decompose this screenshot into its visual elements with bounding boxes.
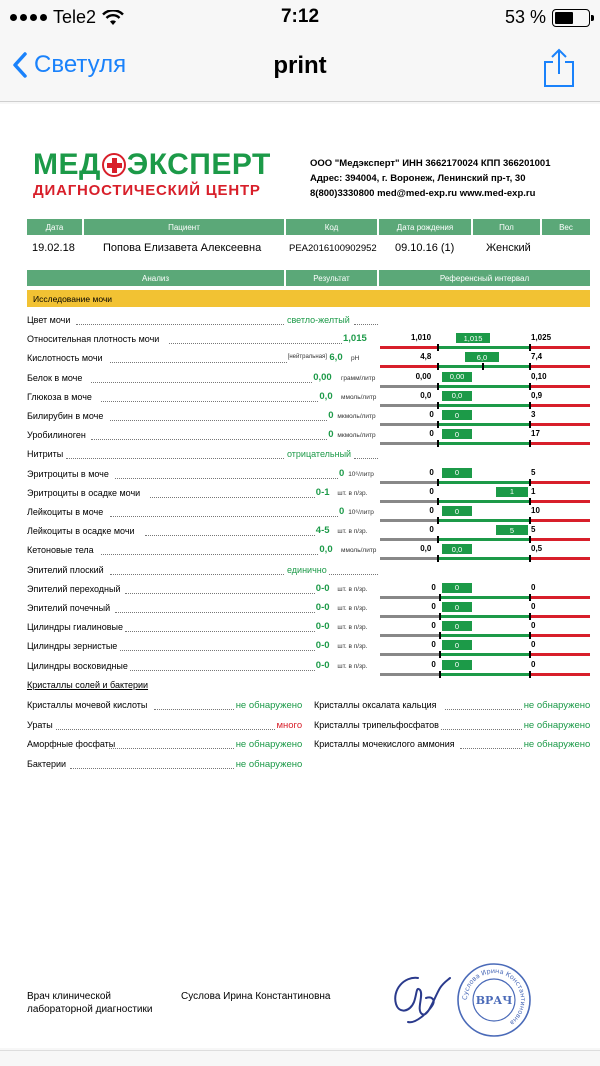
graph-low-label: 0,0 bbox=[420, 544, 432, 554]
reference-graph bbox=[380, 658, 590, 677]
graph-low-label: 0 bbox=[431, 582, 436, 592]
col-header-sex: Пол bbox=[473, 219, 540, 235]
reference-graph bbox=[380, 581, 590, 600]
graph-high-label: 0,10 bbox=[531, 371, 547, 381]
navigation-bar bbox=[0, 34, 600, 102]
result-row bbox=[0, 370, 600, 389]
result-row bbox=[0, 466, 600, 485]
crystal-label: Аморфные фосфаты bbox=[27, 739, 116, 750]
reference-graph bbox=[380, 370, 590, 389]
graph-high-range bbox=[530, 404, 590, 407]
graph-value-marker: 0,0 bbox=[442, 544, 472, 554]
leader-dots bbox=[125, 631, 315, 632]
leader-dots bbox=[441, 729, 522, 730]
patient-code: PEA2016100902952 bbox=[289, 243, 377, 254]
graph-low-label: 0 bbox=[429, 525, 434, 535]
result-unit: шт. в п/зр. bbox=[337, 489, 368, 497]
result-label: Кислотность мочи bbox=[27, 353, 103, 364]
medical-cross-icon bbox=[102, 153, 126, 177]
result-row bbox=[0, 658, 600, 677]
battery-group bbox=[505, 7, 590, 28]
company-info bbox=[310, 156, 551, 201]
crystal-row bbox=[314, 698, 590, 716]
result-row bbox=[0, 523, 600, 542]
result-label: Белок в моче bbox=[27, 372, 83, 383]
leader-dots bbox=[354, 458, 378, 459]
patient-sex: Женский bbox=[486, 242, 531, 254]
graph-high-label: 10 bbox=[531, 506, 540, 515]
result-label: Кетоновые тела bbox=[27, 545, 94, 556]
graph-low-label: 0 bbox=[431, 621, 436, 631]
result-label: Нитриты bbox=[27, 449, 64, 460]
graph-high-label: 0 bbox=[531, 640, 536, 650]
result-label: Эпителий переходный bbox=[27, 583, 121, 594]
result-row bbox=[0, 600, 600, 619]
leader-dots bbox=[101, 401, 319, 402]
result-value: 1,015 bbox=[343, 333, 367, 345]
graph-low-label: 0 bbox=[431, 640, 436, 650]
reference-graph bbox=[380, 523, 590, 542]
result-row bbox=[0, 504, 600, 523]
result-unit: 10⁶/литр bbox=[348, 470, 374, 478]
crystal-value: много bbox=[276, 719, 303, 731]
result-value: 0 bbox=[328, 410, 334, 421]
graph-value-marker: 1 bbox=[496, 487, 528, 497]
leader-dots bbox=[125, 593, 315, 594]
reference-graph bbox=[380, 485, 590, 504]
crystals-heading: Кристаллы солей и бактерии bbox=[27, 680, 149, 690]
crystal-row bbox=[27, 718, 302, 736]
result-label: Эпителий почечный bbox=[27, 603, 111, 613]
leader-dots bbox=[120, 650, 315, 651]
status-bar bbox=[0, 0, 600, 34]
graph-low-range bbox=[380, 557, 438, 560]
graph-normal-range bbox=[438, 481, 530, 484]
graph-high-label: 0 bbox=[531, 659, 536, 669]
graph-normal-range bbox=[440, 596, 530, 599]
graph-normal-range bbox=[438, 346, 530, 349]
result-unit: мкмоль/литр bbox=[337, 432, 376, 440]
leader-dots bbox=[109, 748, 233, 749]
result-row bbox=[0, 485, 600, 504]
result-row bbox=[0, 312, 600, 331]
graph-value-marker: 0 bbox=[442, 621, 472, 631]
graph-high-range bbox=[530, 557, 590, 560]
reference-graph bbox=[380, 350, 590, 369]
graph-high-range bbox=[530, 365, 590, 368]
handwritten-signature-icon bbox=[386, 968, 456, 1028]
graph-high-label: 0,9 bbox=[531, 390, 543, 400]
stamp-center-text: ВРАЧ bbox=[475, 994, 513, 1007]
graph-low-label: 0 bbox=[429, 467, 434, 477]
leader-dots bbox=[91, 439, 327, 440]
graph-normal-range bbox=[438, 538, 530, 541]
result-unit: шт. в п/зр. bbox=[337, 528, 368, 536]
battery-icon bbox=[552, 9, 590, 27]
col-header-patient: Пациент bbox=[84, 219, 284, 235]
graph-normal-range bbox=[440, 634, 530, 637]
result-row bbox=[0, 427, 600, 446]
crystal-value: не обнаружено bbox=[523, 700, 591, 711]
reference-graph bbox=[380, 466, 590, 485]
graph-normal-range bbox=[438, 365, 530, 368]
bottom-toolbar bbox=[0, 1050, 600, 1066]
graph-normal-range bbox=[438, 442, 530, 445]
leader-dots bbox=[115, 612, 315, 613]
graph-high-label: 3 bbox=[531, 410, 536, 419]
result-row bbox=[0, 331, 600, 350]
graph-high-range bbox=[530, 346, 590, 349]
graph-value-marker: 0 bbox=[442, 583, 472, 593]
graph-value-marker: 0 bbox=[442, 506, 472, 516]
graph-value-marker: 0 bbox=[442, 602, 472, 612]
graph-low-label: 1,010 bbox=[411, 333, 432, 343]
graph-normal-range bbox=[438, 519, 530, 522]
battery-percent: 53 % bbox=[504, 7, 546, 27]
graph-low-range bbox=[380, 653, 440, 656]
doctor-role-line: лабораторной диагностики bbox=[27, 1004, 153, 1015]
result-unit: ммоль/литр bbox=[341, 547, 377, 555]
graph-low-range bbox=[380, 385, 438, 388]
result-value: 0-0 bbox=[315, 602, 330, 613]
graph-low-range bbox=[380, 673, 440, 676]
col-header-analysis: Анализ bbox=[27, 270, 284, 286]
reference-graph bbox=[380, 542, 590, 561]
leader-dots bbox=[101, 554, 319, 555]
company-line: ООО "Медэксперт" ИНН 3662170024 КПП 366201001 bbox=[310, 158, 551, 169]
status-time: 7:12 bbox=[280, 6, 320, 27]
graph-value-marker: 0 bbox=[442, 640, 472, 650]
result-note: [нейтральная] bbox=[287, 354, 327, 361]
graph-high-range bbox=[530, 653, 590, 656]
graph-high-label: 5 bbox=[531, 467, 536, 477]
graph-low-range bbox=[380, 481, 438, 484]
reference-graph bbox=[380, 504, 590, 523]
result-unit: шт. в п/зр. bbox=[337, 624, 368, 632]
leader-dots bbox=[329, 574, 378, 575]
graph-high-range bbox=[530, 519, 590, 522]
result-value: 0 bbox=[339, 506, 345, 517]
leader-dots bbox=[150, 497, 315, 498]
crystal-value: не обнаружено bbox=[235, 759, 303, 771]
crystal-label: Бактерии bbox=[27, 759, 67, 770]
logo-title bbox=[33, 150, 271, 180]
col-header-weight: Вес bbox=[542, 219, 590, 235]
result-value: 0-0 bbox=[315, 621, 330, 633]
crystal-value: не обнаружено bbox=[235, 739, 303, 751]
result-value: 0,0 bbox=[319, 544, 333, 556]
graph-tick-low bbox=[439, 671, 441, 678]
graph-high-label: 5 bbox=[531, 525, 536, 535]
leader-dots bbox=[91, 382, 312, 383]
graph-normal-range bbox=[440, 615, 530, 618]
company-line: Адрес: 394004, г. Воронеж, Ленинский пр-т, 30 bbox=[310, 173, 526, 184]
result-unit: шт. в п/зр. bbox=[337, 662, 368, 670]
crystal-row bbox=[314, 737, 590, 755]
result-row bbox=[0, 581, 600, 600]
result-unit: грамм/литр bbox=[341, 374, 376, 382]
page-title: print bbox=[273, 52, 327, 79]
graph-low-label: 0,00 bbox=[415, 371, 432, 381]
graph-high-range bbox=[530, 481, 590, 484]
leader-dots bbox=[169, 343, 342, 344]
result-unit: шт. в п/зр. bbox=[337, 605, 368, 612]
crystal-row bbox=[27, 698, 302, 716]
leader-dots bbox=[110, 516, 338, 517]
graph-low-range bbox=[380, 442, 438, 445]
graph-low-label: 0 bbox=[429, 429, 434, 439]
crystal-label: Ураты bbox=[27, 719, 53, 730]
graph-high-range bbox=[530, 442, 590, 445]
graph-high-range bbox=[530, 538, 590, 541]
reference-graph bbox=[380, 638, 590, 657]
graph-high-range bbox=[530, 596, 590, 599]
crystal-label: Кристаллы трипельфосфатов bbox=[314, 719, 439, 730]
result-value: 0-0 bbox=[315, 659, 330, 671]
leader-dots bbox=[70, 768, 234, 769]
reference-graph bbox=[380, 331, 590, 350]
graph-high-range bbox=[530, 634, 590, 637]
patient-name: Попова Елизавета Алексеевна bbox=[103, 242, 262, 254]
result-row bbox=[0, 446, 600, 465]
result-unit: pH bbox=[351, 355, 360, 363]
graph-tick-high bbox=[529, 671, 531, 678]
crystal-row bbox=[27, 737, 302, 755]
result-label: Эпителий плоский bbox=[27, 564, 104, 575]
graph-low-range bbox=[380, 404, 438, 407]
graph-high-range bbox=[530, 615, 590, 618]
doctor-stamp bbox=[456, 962, 532, 1038]
result-label: Относительная плотность мочи bbox=[27, 334, 160, 345]
doctor-name: Суслова Ирина Константиновна bbox=[181, 991, 331, 1002]
graph-high-range bbox=[530, 673, 590, 676]
leader-dots bbox=[154, 709, 234, 710]
result-value: единично bbox=[287, 564, 327, 575]
result-value: 0 bbox=[328, 429, 334, 441]
logo-part-right: ЭКСПЕРТ bbox=[126, 148, 271, 181]
col-header-result: Результат bbox=[286, 270, 377, 286]
result-label: Эритроциты в осадке мочи bbox=[27, 487, 141, 498]
crystal-label: Кристаллы оксалата кальция bbox=[314, 700, 437, 710]
share-button[interactable] bbox=[542, 48, 576, 93]
leader-dots bbox=[445, 709, 521, 710]
result-value: 0,00 bbox=[313, 371, 332, 383]
col-header-reference: Референсный интервал bbox=[379, 270, 590, 286]
result-value: 0-0 bbox=[315, 640, 330, 652]
result-label: Билирубин в моче bbox=[27, 411, 104, 421]
logo-subtitle: ДИАГНОСТИЧЕСКИЙ ЦЕНТР bbox=[33, 182, 261, 199]
crystal-value: не обнаружено bbox=[235, 700, 303, 711]
result-label: Цилиндры зернистые bbox=[27, 641, 118, 652]
crystal-value: не обнаружено bbox=[523, 719, 591, 731]
col-header-code: Код bbox=[286, 219, 377, 235]
patient-birth: 09.10.16 (1) bbox=[395, 242, 455, 254]
crystal-value: не обнаружено bbox=[523, 739, 591, 751]
graph-normal-range bbox=[438, 404, 530, 407]
graph-normal-range bbox=[438, 500, 530, 503]
graph-value-marker: 0 bbox=[442, 468, 472, 478]
leader-dots bbox=[460, 748, 522, 749]
result-value: 0-1 bbox=[315, 486, 330, 498]
section-title: Исследование мочи bbox=[27, 290, 590, 307]
result-value: светло-желтый bbox=[287, 315, 350, 325]
leader-dots bbox=[110, 420, 327, 421]
result-row bbox=[0, 638, 600, 657]
graph-low-label: 0 bbox=[429, 486, 434, 496]
result-unit: ммоль/литр bbox=[341, 393, 377, 401]
col-header-birth: Дата рождения bbox=[379, 219, 471, 235]
result-row bbox=[0, 350, 600, 369]
result-value: 6,0 bbox=[329, 352, 343, 364]
result-label: Цвет мочи bbox=[27, 315, 71, 325]
stamp-icon bbox=[456, 962, 532, 1038]
graph-normal-range bbox=[438, 557, 530, 560]
result-row bbox=[0, 619, 600, 638]
graph-low-range bbox=[380, 538, 438, 541]
company-line: 8(800)3330800 med@med-exp.ru www.med-exp.ru bbox=[310, 188, 536, 199]
graph-low-label: 0 bbox=[429, 506, 434, 515]
crystal-label: Кристаллы мочевой кислоты bbox=[27, 700, 148, 710]
reference-graph bbox=[380, 600, 590, 619]
graph-low-range bbox=[380, 500, 438, 503]
graph-low-range bbox=[380, 634, 440, 637]
leader-dots bbox=[76, 324, 284, 325]
leader-dots bbox=[115, 478, 338, 479]
graph-normal-range bbox=[438, 385, 530, 388]
crystal-row bbox=[27, 757, 302, 775]
graph-high-range bbox=[530, 500, 590, 503]
graph-high-label: 0 bbox=[531, 582, 536, 592]
document-page[interactable] bbox=[0, 104, 600, 1048]
graph-normal-range bbox=[440, 653, 530, 656]
result-label: Глюкоза в моче bbox=[27, 391, 92, 402]
graph-value-marker: 1,015 bbox=[456, 333, 490, 343]
graph-value-marker: 5 bbox=[496, 525, 528, 535]
result-unit: шт. в п/зр. bbox=[337, 643, 368, 651]
crystal-row bbox=[314, 718, 590, 736]
graph-high-label: 7,4 bbox=[531, 352, 543, 362]
graph-value-marker: 0 bbox=[442, 410, 472, 420]
graph-high-label: 0 bbox=[531, 602, 536, 611]
reference-graph bbox=[380, 389, 590, 408]
result-row bbox=[0, 542, 600, 561]
result-unit: шт. в п/зр. bbox=[337, 585, 368, 593]
result-row bbox=[0, 408, 600, 427]
graph-value-marker: 0,00 bbox=[442, 372, 472, 382]
graph-high-label: 17 bbox=[531, 429, 540, 439]
graph-low-label: 0 bbox=[429, 410, 434, 419]
leader-dots bbox=[110, 574, 284, 575]
result-unit: 10⁶/литр bbox=[348, 509, 374, 516]
reference-graph bbox=[380, 619, 590, 638]
result-label: Лейкоциты в осадке мочи bbox=[27, 526, 135, 537]
leader-dots bbox=[110, 362, 286, 363]
graph-normal-range bbox=[438, 423, 530, 426]
graph-value-marker: 0 bbox=[442, 660, 472, 670]
col-header-date: Дата bbox=[27, 219, 82, 235]
graph-high-label: 0,5 bbox=[531, 544, 543, 554]
graph-normal-range bbox=[440, 673, 530, 676]
doctor-role bbox=[27, 990, 152, 1016]
graph-low-label: 0 bbox=[431, 602, 436, 611]
result-label: Лейкоциты в моче bbox=[27, 507, 104, 517]
share-icon bbox=[542, 48, 576, 88]
result-value: 0 bbox=[339, 467, 345, 479]
back-label: Светуля bbox=[34, 51, 127, 78]
result-label: Цилиндры восковидные bbox=[27, 660, 128, 671]
graph-low-range bbox=[380, 519, 438, 522]
result-value: 0,0 bbox=[319, 390, 333, 402]
leader-dots bbox=[145, 535, 315, 536]
result-value: отрицательный bbox=[287, 449, 352, 460]
reference-graph bbox=[380, 408, 590, 427]
graph-low-range bbox=[380, 596, 440, 599]
graph-value-marker: 0,0 bbox=[442, 391, 472, 401]
result-row bbox=[0, 389, 600, 408]
result-label: Эритроциты в моче bbox=[27, 468, 109, 479]
logo-part-left: МЕД bbox=[33, 148, 101, 181]
leader-dots bbox=[56, 729, 275, 730]
leader-dots bbox=[354, 324, 378, 325]
leader-dots bbox=[130, 670, 315, 671]
graph-high-range bbox=[530, 385, 590, 388]
result-row bbox=[0, 562, 600, 581]
graph-high-range bbox=[530, 423, 590, 426]
result-value: 0-0 bbox=[315, 582, 330, 594]
result-unit: мкмоль/литр bbox=[337, 413, 376, 420]
graph-high-label: 1,025 bbox=[531, 333, 552, 343]
reference-graph bbox=[380, 427, 590, 446]
patient-date: 19.02.18 bbox=[32, 242, 75, 254]
graph-low-range bbox=[380, 365, 438, 368]
result-label: Уробилиноген bbox=[27, 430, 86, 441]
result-value: 4-5 bbox=[315, 525, 330, 537]
graph-high-label: 0 bbox=[531, 621, 536, 631]
graph-value-marker: 0 bbox=[442, 429, 472, 439]
stamp-ring-text: Суслова Ирина Константиновна bbox=[460, 966, 528, 1027]
graph-low-label: 4,8 bbox=[420, 352, 432, 362]
result-label: Цилиндры гиалиновые bbox=[27, 622, 123, 633]
graph-low-label: 0,0 bbox=[420, 390, 432, 400]
carrier-name: Tele2 bbox=[53, 7, 97, 27]
graph-low-range bbox=[380, 346, 438, 349]
graph-low-range bbox=[380, 423, 438, 426]
leader-dots bbox=[66, 458, 284, 459]
crystal-label: Кристаллы мочекислого аммония bbox=[314, 739, 455, 750]
graph-low-range bbox=[380, 615, 440, 618]
graph-low-label: 0 bbox=[431, 659, 436, 669]
doctor-role-line: Врач клинической bbox=[27, 991, 111, 1002]
logo bbox=[33, 150, 271, 199]
graph-value-marker: 6,0 bbox=[465, 352, 499, 362]
graph-high-label: 1 bbox=[531, 486, 536, 496]
